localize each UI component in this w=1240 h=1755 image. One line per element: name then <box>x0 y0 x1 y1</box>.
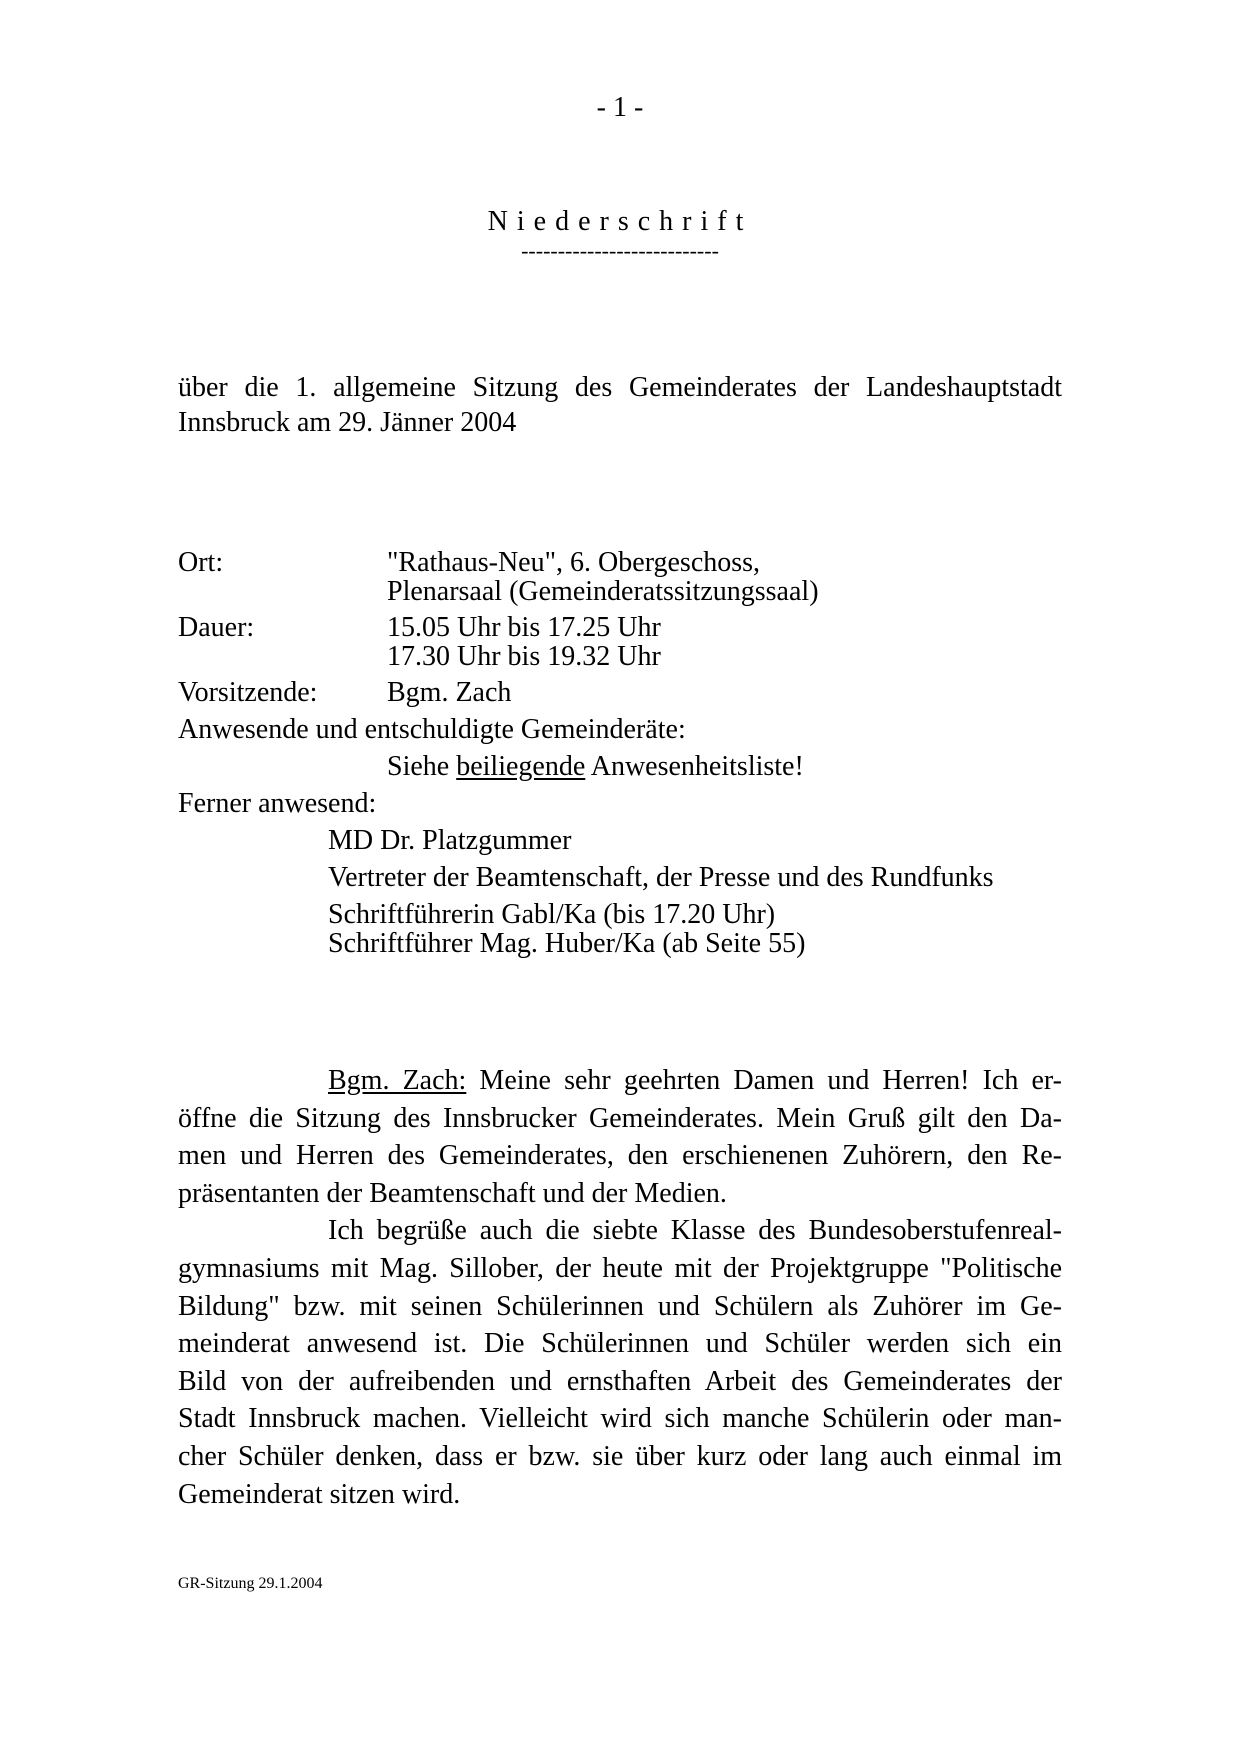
paragraph-line: Bild von der aufreibenden und ernsthaften Arbeit des Gemeinderates der <box>178 1365 1062 1397</box>
ferner-item: MD Dr. Platzgummer <box>328 825 572 856</box>
dauer-label: Dauer: <box>178 612 255 643</box>
paragraph-line: meinderat anwesend ist. Die Schülerinnen und Schüler werden sich ein <box>178 1328 1062 1360</box>
vorsitz-value: Bgm. Zach <box>387 677 512 708</box>
paragraph-line: Bildung" bzw. mit seinen Schülerinnen und Schülern als Zuhörer im Ge- <box>178 1290 1062 1322</box>
anwesende-pre: Siehe <box>387 751 457 782</box>
anwesende-post: Anwesenheitsliste! <box>585 751 804 782</box>
ferner-label: Ferner anwesend: <box>178 788 377 819</box>
ort-value-line: "Rathaus-Neu", 6. Obergeschoss, <box>387 547 761 578</box>
paragraph-line: cher Schüler denken, dass er bzw. sie über kurz oder lang auch einmal im <box>178 1440 1062 1472</box>
paragraph-line: Ich begrüße auch die siebte Klasse des Bundesoberstufenreal- <box>328 1215 1062 1247</box>
page-number: - 1 - <box>596 92 644 123</box>
paragraph-line: men und Herren des Gemeinderates, den erschienenen Zuhörern, den Re- <box>178 1140 1062 1172</box>
ort-label: Ort: <box>178 547 224 578</box>
speaker-name: Bgm. Zach: <box>328 1065 467 1096</box>
dauer-value-line: 17.30 Uhr bis 19.32 Uhr <box>387 641 661 672</box>
ort-value-line: Plenarsaal (Gemeinderatssitzungssaal) <box>387 576 819 607</box>
anwesende-value <box>387 752 804 782</box>
title-underline-dashes: --------------------------- <box>521 238 719 263</box>
page-footer: GR-Sitzung 29.1.2004 <box>178 1575 323 1592</box>
paragraph-line: präsentanten der Beamtenschaft und der Medien. <box>178 1177 727 1209</box>
ferner-item: Schriftführer Mag. Huber/Ka (ab Seite 55) <box>328 928 806 959</box>
ferner-item: Schriftführerin Gabl/Ka (bis 17.20 Uhr) <box>328 899 776 930</box>
ferner-item: Vertreter der Beamtenschaft, der Presse und des Rundfunks <box>328 862 994 893</box>
paragraph-line: gymnasiums mit Mag. Sillober, der heute mit der Projektgruppe "Politische <box>178 1252 1062 1284</box>
paragraph-line: Gemeinderat sitzen wird. <box>178 1478 461 1510</box>
document-title: Niederschrift <box>487 206 753 237</box>
vorsitz-label: Vorsitzende: <box>178 677 318 708</box>
speech-body <box>178 1062 1062 1513</box>
anwesende-label: Anwesende und entschuldigte Gemeinderäte: <box>178 714 686 745</box>
subtitle-line: über die 1. allgemeine Sitzung des Gemeinderates der Landeshauptstadt <box>178 372 1062 403</box>
paragraph-line: öffne die Sitzung des Innsbrucker Gemeinderates. Mein Gruß gilt den Da- <box>178 1102 1062 1134</box>
paragraph-line: Stadt Innsbruck machen. Vielleicht wird sich manche Schülerin oder man- <box>178 1403 1062 1435</box>
anwesende-underlined: beiliegende <box>456 751 586 782</box>
dauer-value-line: 15.05 Uhr bis 17.25 Uhr <box>387 612 661 643</box>
subtitle-line: Innsbruck am 29. Jänner 2004 <box>178 407 517 438</box>
paragraph-line: Bgm. Zach: Meine sehr geehrten Damen und Herren! Ich er- <box>328 1065 1062 1096</box>
session-subtitle <box>178 370 1062 440</box>
